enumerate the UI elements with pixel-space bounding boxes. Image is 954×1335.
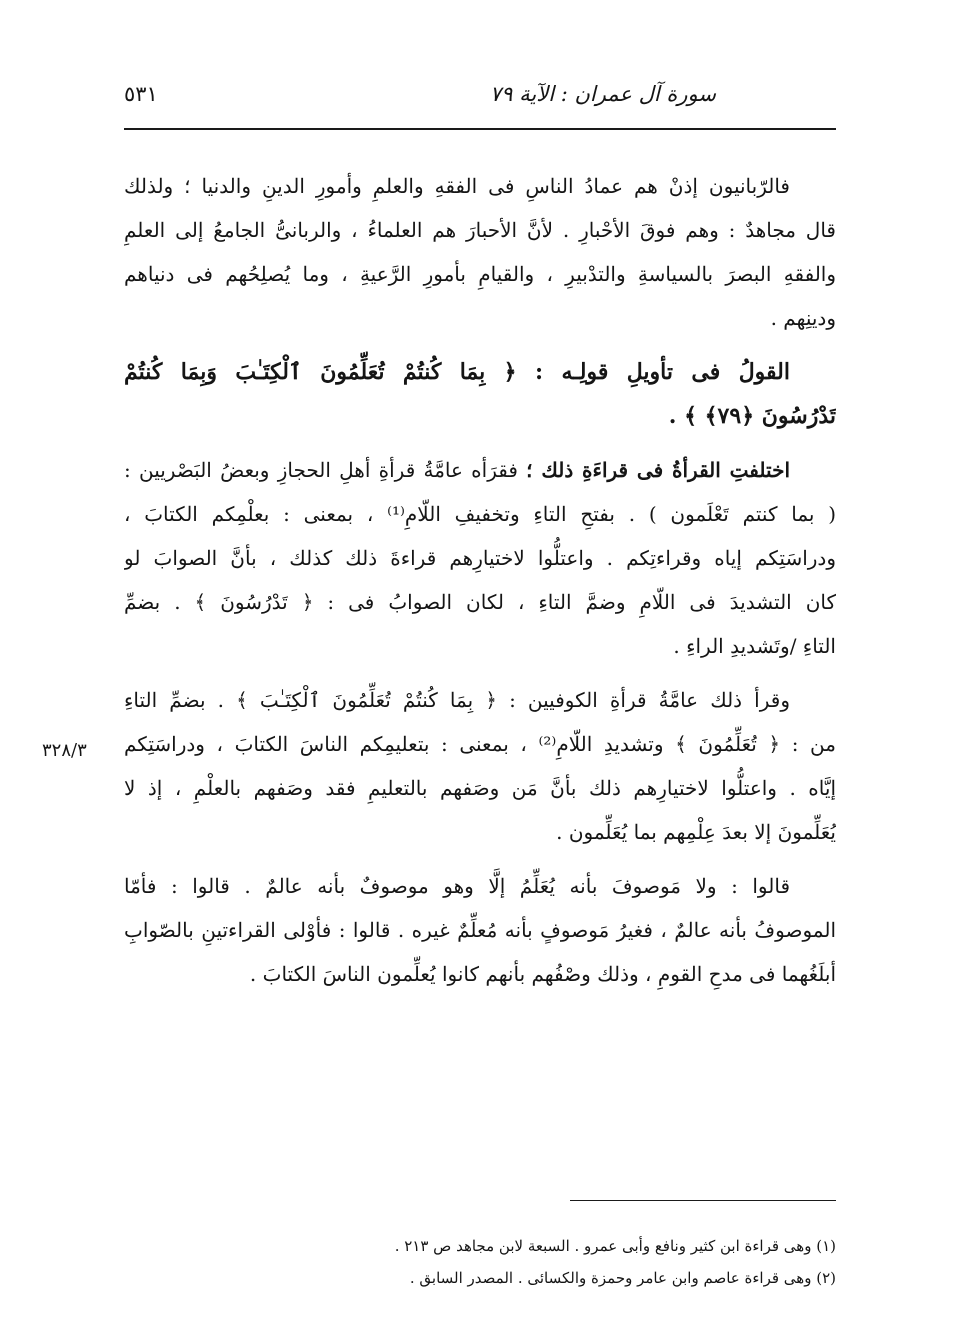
text-line: ( بما كنتم تَعْلَمون ) . بفتحِ التاءِ وتخفيفِ اللّامِ⁽¹⁾ ، بمعنى : بعلْمِكم الكتابَ ،	[124, 502, 836, 526]
text-line: ودينِهم .	[770, 306, 836, 330]
text-line	[124, 448, 836, 492]
text-line: قالوا : ولا مَوصوفَ بأنه يُعَلِّمُ إلَّا وهو موصوفٌ بأنه عالمٌ . قالوا : فأمّا	[124, 874, 790, 898]
text-line: قال مجاهدٌ : وهم فوقَ الأحْبارِ . لأنَّ الأحبارَ هم العلماءُ ، والربانىُّ الجامعُ إلى العلمِ	[124, 218, 836, 242]
text-line: إيَّاه . واعتلُّوا لاختيارِهم ذلك بأنَّ مَن وصَفهم بالتعليمِ فقد وصَفهم بالعلْمِ ، إذ لا	[124, 776, 836, 800]
text-line-rest: فقرَأه عامَّةُ قرأةِ أهلِ الحجازِ وبعضُ البَصْريين :	[124, 458, 518, 482]
paragraph-rabbaniyyun	[124, 164, 836, 340]
page-number: ٥٣١	[124, 82, 158, 106]
footnotes	[276, 1230, 836, 1294]
heading-line: القولُ فى تأويلِ قولِـه : ﴿ بِمَا كُنتُمْ تُعَلِّمُونَ ٱلْكِتَـٰبَ وَبِمَا كُنتُمْ	[124, 359, 790, 385]
margin-reference: ٣٢٨/٣	[42, 740, 87, 761]
text-line: كان التشديدَ فى اللّامِ وضمَّ التاءِ ، لكان الصوابُ فى : ﴿ تَدْرُسُونَ ﴾ . بضمِّ	[124, 590, 836, 614]
heading-line: تَدْرُسُونَ ﴿٧٩﴾ ﴾ .	[668, 403, 836, 429]
text-line: الموصوفُ بأنه عالمٌ ، فغيرُ مَوصوفٍ بأنه مُعلِّمٌ غيره . قالوا : فأوْلى القراءتينِ بالصّوابِ	[124, 918, 836, 942]
paragraph-argument	[124, 864, 836, 996]
paragraph-readings-hijaz	[124, 448, 836, 668]
main-text	[124, 164, 836, 1006]
text-line: وقرأ ذلك عامَّةُ قرأةِ الكوفيين : ﴿ بِمَا كُنتُمْ تُعَلِّمُونَ ٱلْكِتَـٰبَ ﴾ . بضمِّ التاءِ	[124, 688, 790, 712]
text-line: فالرّبانيون إذنْ هم عمادُ الناسِ فى الفقهِ والعلمِ وأمورِ الدينِ والدنيا ؛ ولذلك	[124, 174, 790, 198]
text-line: من : ﴿ تُعَلِّمُونَ ﴾ وتشديدِ اللّامِ⁽²⁾ ، بمعنى : بتعليمِكم الناسَ الكتابَ ، ودراسَتِكم	[124, 732, 836, 756]
text-line: التاءِ /وتَشديدِ الراءِ .	[673, 634, 836, 658]
text-line: ودراسَتِكم إياه وقراءتِكم . واعتلُّوا لاختيارِهم قراءةَ ذلك كذلك ، بأنَّ الصوابَ لو	[124, 546, 836, 570]
section-heading	[124, 350, 836, 438]
text-line: والفقهِ البصرَ بالسياسةِ والتدْبيرِ ، والقيامِ بأمورِ الرَّعيةِ ، وما يُصلِحُهم فى دنياهم	[124, 262, 836, 286]
page-header	[124, 72, 836, 130]
running-title: سورة آل عمران : الآية ٧٩	[489, 82, 716, 106]
paragraph-readings-kufa	[124, 678, 836, 854]
text-line: يُعَلِّمونَ إلا بعدَ عِلْمِهم بما يُعَلِّمون .	[556, 820, 836, 844]
text-line: أبلَغُهما فى مدحِ القومِ ، وذلك وصْفُهم بأنهم كانوا يُعلِّمون الناسَ الكتابَ .	[249, 962, 836, 986]
footnote-2: (٢) وهى قراءة عاصم وابن عامر وحمزة والكسائى . المصدر السابق .	[409, 1269, 836, 1287]
paragraph-lead: اختلفتِ القرأةُ فى قراءَةِ ذلك ؛	[526, 458, 790, 482]
footnote-divider	[570, 1200, 836, 1201]
footnote-1: (١) وهى قراءة ابن كثير ونافع وأبى عمرو . السبعة لابن مجاهد ص ٢١٣ .	[394, 1237, 836, 1255]
